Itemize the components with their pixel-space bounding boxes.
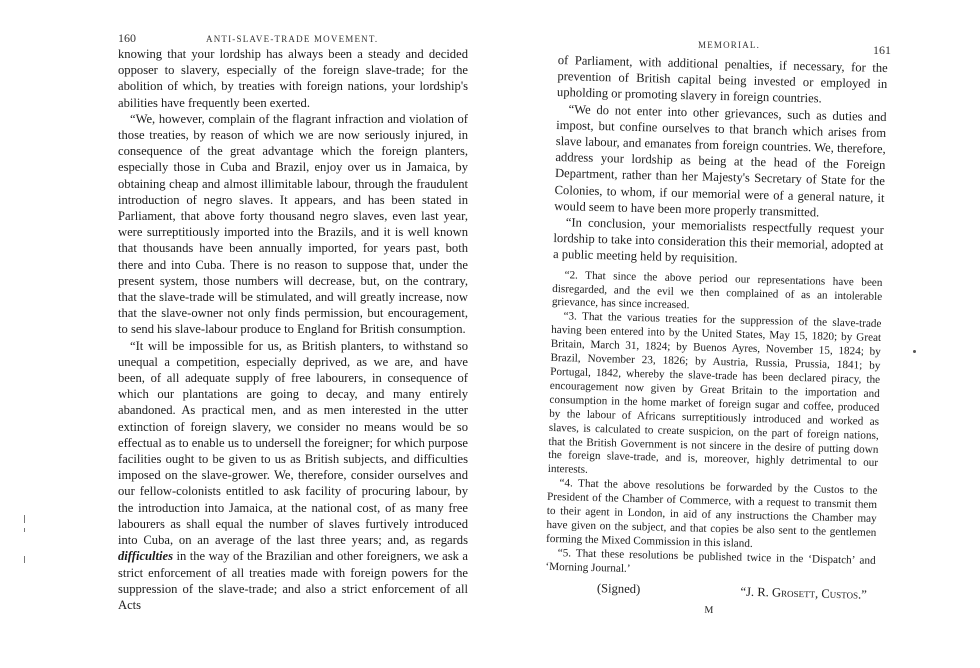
signed-label: (Signed) bbox=[596, 580, 641, 596]
margin-mark bbox=[24, 528, 25, 532]
paragraph: of Parliament, with additional penalties, if necessary, for the prevention of British capital being invested or employed in upholding or promoting slavery in foreign countries. bbox=[556, 52, 888, 106]
emphasis-text: difficulties bbox=[118, 549, 174, 564]
paragraph: “We do not enter into other grievances, such as duties and impost, but confine ourselves to that branch which arises from slave labour, and emanates from foreign countries. We, therefore, address your lordship as being at the head of the Foreign Department, rather than her Majesty's Secretary of State for the Colonies, to whom, if our memorial were of a general nature, it would seem to have been more properly transmitted. bbox=[554, 101, 887, 220]
right-running-head: MEMORIAL. bbox=[698, 40, 761, 50]
left-running-head: ANTI-SLAVE-TRADE MOVEMENT. bbox=[206, 34, 379, 44]
resolution-paragraph: “3. That the various treaties for the suppression of the slave-trade having been entered into by the United States, May 15, 1820; by Great Britain, March 31, 1824; by Buenos Ayres, November 15, 1824; by Brazil, November 23, 1826; by Austria, Russia, Prussia, 1841; by Portugal, 1842, whereby the slave-trade has been declared piracy, the encouragement now given by Great Britain to the importation and consumption in the home market of foreign sugar and coffee, produced by the labour of Africans surreptitiously introduced and worked as slaves, is calculated to create suspicion, on the part of foreign nations, that the British Government is not sincere in the desire of putting down the foreign slave-trade, and is, moreover, highly detrimental to our interests. bbox=[547, 310, 882, 477]
signatory-name: “J. R. Grosett, Custos.” bbox=[740, 584, 868, 602]
left-text-column bbox=[118, 46, 468, 613]
paragraph: “We, however, complain of the flagrant infraction and violation of those treaties, by reason of which we are now seriously injured, in consequence of the great advantage which the foreign planters, especially those in Cuba and Brazil, enjoy over us in Jamaica, by obtaining cheap and almost illimitable labour, through the fraudulent introduction of negro slaves. It appears, and has been stated in Parliament, that above forty thousand negro slaves, even last year, were surreptitiously imported into the Brazils, and it is well known that thousands have been annually imported, for years past, both there and into Cuba. There is no reason to suppose that, under the present system, those numbers will decrease, but, on the contrary, that the slave-trade will be stimulated, and will greatly increase, now that the slave-owner not only finds permission, but encouragement, to send his slave-labour produce to England for British consumption. bbox=[118, 111, 468, 337]
margin-mark bbox=[24, 556, 25, 563]
right-text-column bbox=[544, 52, 888, 623]
resolution-paragraph: “4. That the above resolutions be forwarded by the Custos to the President of the Chamber of Commerce, with a request to transmit them to their agent in London, in aid of any instructions the Chamber may have given on the subject, and that copies be also sent to the gentlemen forming the Mixed Commission in this island. bbox=[545, 477, 878, 550]
margin-mark bbox=[913, 350, 916, 353]
resolution-paragraph: “2. That since the above period our representations have been disregarded, and the evil we then complained of as an intolerable grievance, has since increased. bbox=[551, 268, 883, 312]
paragraph-text: in the way of the Brazilian and other foreigners, we ask a strict enforcement of all treaties made with foreign powers for the suppression of the slave-trade; and also a strict enforcement of all Acts bbox=[118, 549, 468, 612]
right-page bbox=[490, 0, 980, 668]
right-page-number: 161 bbox=[873, 43, 891, 57]
paragraph bbox=[118, 338, 468, 613]
resolution-paragraph: “5. That these resolutions be published twice in the ‘Dispatch’ and ‘Morning Journal.’ bbox=[545, 546, 876, 575]
signature-mark: M bbox=[704, 604, 715, 616]
paragraph-text: “It will be impossible for us, as British planters, to withstand so unequal a competition, especially deprived, as we are, and have been, of all adequate supply of free labourers, in consequence of which our plantations are going to decay, and many entirely abandoned. As practical men, and as men interested in the utter extinction of foreign slavery, we consider no means would be so effectual as to enable us to undersell the foreigner; for which purpose facilities ought to be given to us as British subjects, and difficulties imposed on the slave-grower. We, therefore, consider ourselves and our fellow-colonists entitled to ask facility of procuring labour, by the introduction into Jamaica, at the national cost, of as many free labourers as shall equal the number of slaves furtively introduced into Cuba, on an average of the last three years; and, as regards bbox=[118, 338, 468, 548]
paragraph: “In conclusion, your memorialists respectfully request your lordship to take into consideration this their memorial, adopted at a public meeting held by requisition. bbox=[552, 215, 884, 266]
margin-mark bbox=[24, 515, 25, 523]
paragraph: knowing that your lordship has always been a steady and decided opposer to slavery, especially of the foreign slave-trade; for the abolition of which, by treaties with foreign nations, your lordship's abilities have frequently been exerted. bbox=[118, 47, 468, 110]
left-page-number: 160 bbox=[118, 31, 136, 45]
